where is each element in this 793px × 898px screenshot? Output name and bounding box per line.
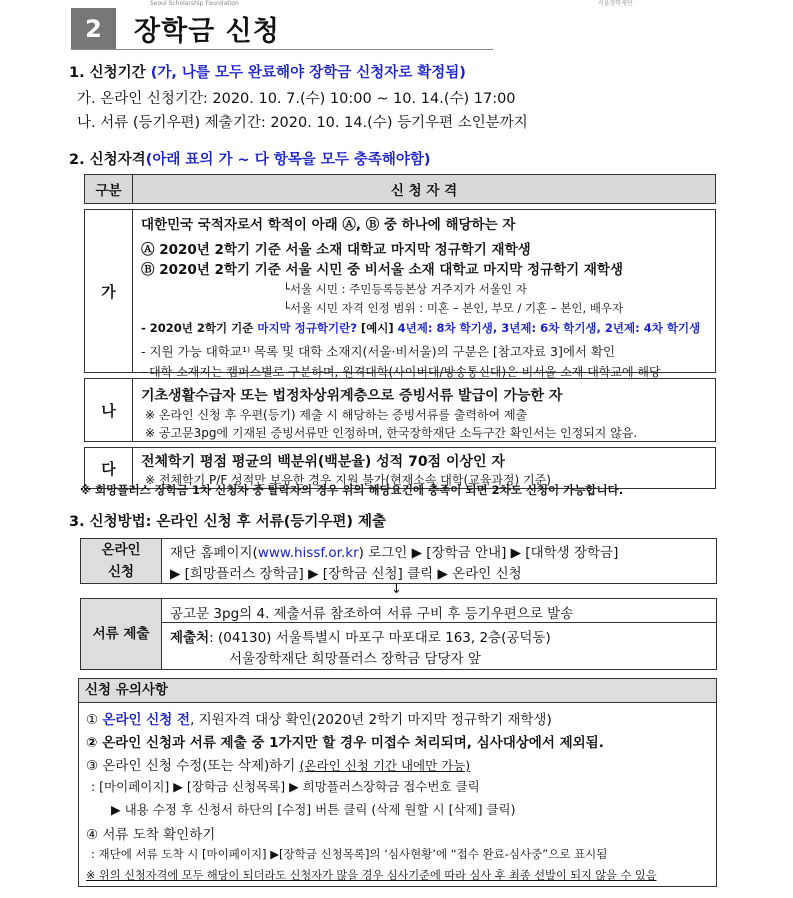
row-category-ga: 가	[85, 210, 133, 373]
row-content-ga	[133, 210, 716, 379]
row-content-na	[133, 379, 716, 442]
qual-line: - 대학 소재지는 캠퍼스별로 구분하며, 원격대학(사이버대/방송통신대)은 비서울 소재 대학교에 해당	[141, 365, 661, 379]
submit-to-address: : (04130) 서울특별시 마포구 마포대로 163, 2층(공덕동)	[209, 630, 551, 646]
note-3-step2: ▶ 내용 수정 후 신청서 하단의 [수정] 버튼 클릭 (삭제 원할 시 [삭제] 클릭)	[111, 802, 516, 817]
foundation-name: Seoul Scholarship Foundation	[150, 0, 239, 7]
qual-line: ※ 전체학기 P/F 성적만 보유한 경우 지원 불가(현재소속 대학(교육과정) 기준)	[145, 473, 551, 487]
qual-line: Ⓑ 2020년 2학기 기준 서울 시민 중 비서울 소재 대학교 마지막 정규학기 재학생	[141, 262, 624, 278]
row-category-na: 나	[85, 379, 133, 442]
period-heading-label: 1. 신청기간	[69, 65, 151, 81]
method-heading: 3. 신청방법: 온라인 신청 후 서류(등기우편) 제출	[69, 514, 387, 530]
qual-line: 전체학기 평점 평균의 백분위(백분율) 성적 70점 이상인 자	[141, 454, 505, 470]
notes-box	[78, 678, 717, 887]
document-submit-line1: 공고문 3pg의 4. 제출서류 참조하여 서류 구비 후 등기우편으로 발송	[170, 606, 574, 622]
notes-title-text: 신청 유의사항	[85, 682, 168, 698]
document-submit-box	[80, 598, 717, 670]
qualification-heading-label: 2. 신청자격	[69, 152, 146, 168]
qual-line: Ⓐ 2020년 2학기 기준 서울 소재 대학교 마지막 정규학기 재학생	[141, 242, 531, 258]
qualification-table	[84, 174, 716, 489]
online-apply-line1	[170, 541, 618, 561]
table-row	[85, 379, 716, 442]
online-apply-text: ) 로그인 ▶ [장학금 안내] ▶ [대학생 장학금]	[358, 545, 619, 561]
online-apply-text: 재단 홈페이지(	[170, 545, 258, 561]
qual-text-highlight: 4년제: 8차 학기생, 3년제: 6차 학기생, 2년제: 4차 학기생	[397, 321, 701, 335]
qual-line: - 지원 가능 대학교¹⁾ 목록 및 대학 소재지(서울·비서울)의 구분은 [참고자료 3]에서 확인	[141, 344, 616, 359]
homepage-link[interactable]: www.hissf.or.kr	[257, 545, 359, 561]
period-heading-note: (가, 나를 모두 완료해야 장학금 신청자로 확정됨)	[150, 65, 466, 81]
section-title: 장학금 신청	[134, 16, 280, 47]
submit-to-label: 제출처	[170, 630, 210, 646]
period-documents: 나. 서류 (등기우편) 제출기간: 2020. 10. 14.(수) 등기우편 소인분까지	[77, 115, 528, 131]
note-1	[86, 708, 552, 728]
note-4-detail: : 재단에 서류 도착 시 [마이페이지] ▶[장학금 신청목록]의 ‘심사현황’에 “접수 완료-심사중”으로 표시됨	[91, 847, 608, 861]
qual-text: - 2020년 2학기 기준	[141, 321, 258, 335]
qual-text: [예시]	[356, 321, 398, 335]
corner-label: 서울장학재단	[598, 0, 633, 7]
selection-warning: ※ 위의 신청자격에 모두 해당이 되더라도 신청자가 많을 경우 심사기준에 따라 심사 후 최종 선발이 되지 않을 수 있음	[86, 869, 657, 882]
document-submit-line2	[170, 626, 551, 646]
qual-line: ※ 온라인 신청 후 우편(등기) 제출 시 해당하는 증빙서류를 출력하여 제출	[145, 408, 528, 422]
qual-line: └서울 시민 : 주민등록등본상 거주지가 서울인 자	[283, 282, 527, 296]
divider	[162, 622, 716, 623]
notes-title	[79, 679, 716, 703]
section-number: 2	[71, 8, 116, 50]
table-header-row	[85, 175, 716, 204]
online-apply-label: 온라인 신청	[81, 539, 162, 583]
col-qualification: 신 청 자 격	[133, 175, 716, 204]
qual-line: 대한민국 국적자로서 학적이 아래 Ⓐ, Ⓑ 중 하나에 해당하는 자	[141, 217, 516, 233]
row-category-da: 다	[85, 448, 133, 489]
section-rule	[71, 49, 493, 50]
period-online: 가. 온라인 신청기간: 2020. 10. 7.(수) 10:00 ~ 10. 14.(수) 17:00	[77, 91, 516, 107]
qual-text-highlight: 마지막 정규학기란?	[257, 321, 357, 335]
qualification-heading	[69, 148, 431, 169]
qual-line: └서울 시민 자격 인정 범위 : 미혼 – 본인, 부모 / 기혼 – 본인, 배우자	[283, 301, 624, 315]
online-apply-line2: ▶ [희망플러스 장학금] ▶ [장학금 신청] 클릭 ▶ 온라인 신청	[170, 566, 522, 582]
document-submit-line3: 서울장학재단 희망플러스 장학금 담당자 앞	[229, 651, 481, 667]
col-category: 구분	[85, 175, 133, 204]
period-heading	[69, 61, 466, 82]
note-text: , 지원자격 대상 확인(2020년 2학기 마지막 정규학기 재학생)	[190, 712, 552, 728]
online-apply-box	[80, 538, 717, 584]
note-highlight: 온라인 신청 전	[102, 712, 191, 728]
note-3-step1: : [마이페이지] ▶ [장학금 신청목록] ▶ 희망플러스장학금 접수번호 클릭	[91, 779, 480, 794]
note-text: ①	[86, 712, 103, 728]
qualification-heading-note: (아래 표의 가 ~ 다 항목을 모두 충족해야함)	[145, 152, 431, 168]
note-underlined: (온라인 신청 기간 내에만 가능)	[299, 758, 471, 773]
qual-line: 기초생활수급자 또는 법정차상위계층으로 증빙서류 발급이 가능한 자	[141, 388, 563, 404]
note-3	[86, 754, 470, 774]
note-2: ② 온라인 신청과 서류 제출 중 1가지만 할 경우 미접수 처리되며, 심사대상에서 제외됨.	[86, 735, 604, 751]
qual-line: ※ 공고문3pg에 기재된 증빙서류만 인정하며, 한국장학재단 소득구간 확인서는 인정되지 않음.	[145, 426, 638, 440]
note-text: ③ 온라인 신청 수정(또는 삭제)하기	[86, 758, 300, 774]
note-4: ④ 서류 도착 확인하기	[86, 827, 216, 843]
qual-line	[141, 320, 700, 336]
document-submit-label: 서류 제출	[81, 599, 162, 669]
down-arrow-icon: ↓	[391, 582, 402, 597]
table-row	[85, 210, 716, 373]
qualification-footnote: ※ 희망플러스 장학금 1차 신청자 중 탈락자의 경우 위의 해당요건에 충족이 되면 2차도 신청이 가능합니다.	[80, 483, 624, 497]
